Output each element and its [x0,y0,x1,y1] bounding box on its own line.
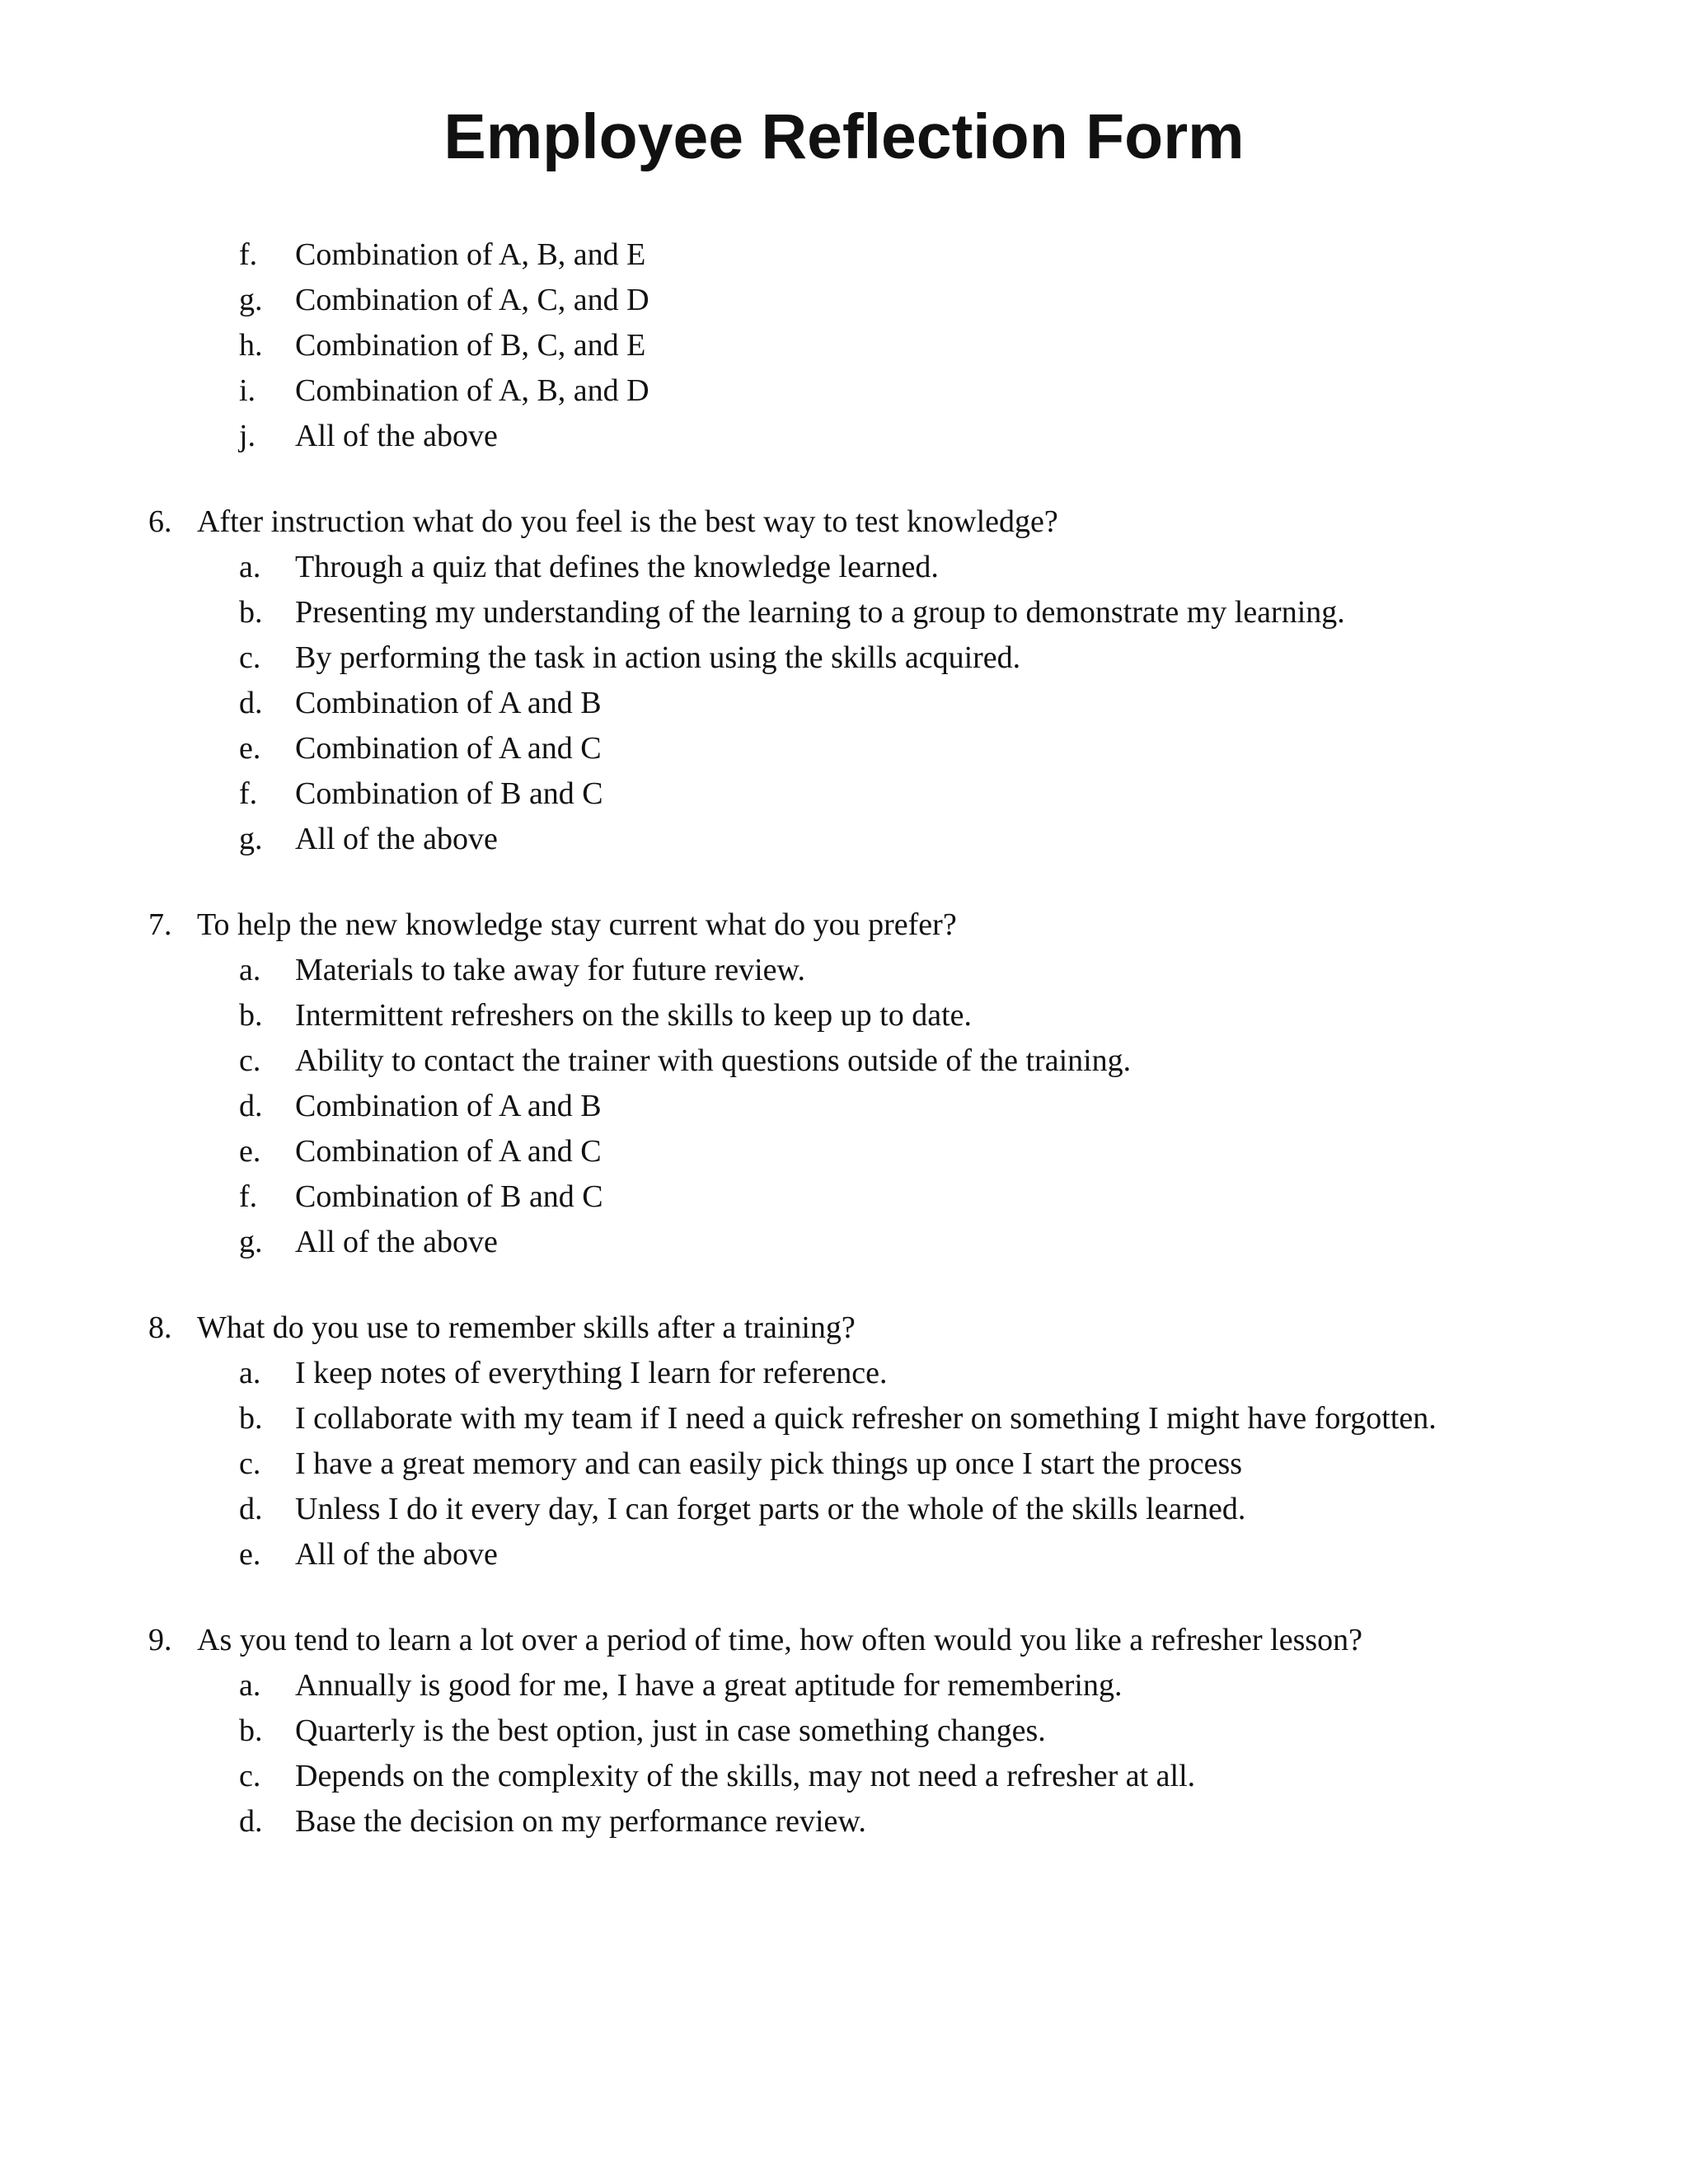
option-text: I collaborate with my team if I need a quick refresher on something I might have forgotten. [295,1401,1437,1436]
option-letter: h. [239,328,263,363]
option-letter: f. [239,1179,258,1214]
answer-option [0,1174,1688,1220]
answer-option [0,323,1688,368]
answer-option [0,993,1688,1038]
option-text: Combination of B and C [295,1179,603,1214]
answer-option [0,1487,1688,1532]
option-letter: a. [239,550,261,584]
answer-option [0,1708,1688,1754]
option-letter: d. [239,1492,263,1526]
option-letter: a. [239,953,261,987]
option-text: Combination of A and C [295,731,602,766]
option-letter: e. [239,1537,261,1572]
option-letter: a. [239,1668,261,1703]
answer-option [0,545,1688,590]
answer-option [0,590,1688,635]
option-letter: c. [239,1759,261,1793]
option-letter: b. [239,595,263,630]
option-text: Combination of A, B, and D [295,373,649,408]
option-text: I have a great memory and can easily pick things up once I start the process [295,1446,1243,1481]
answer-option [0,1799,1688,1844]
question-block [0,1618,1688,1844]
option-text: Quarterly is the best option, just in case something changes. [295,1713,1046,1748]
option-letter: d. [239,1804,263,1839]
option-text: Combination of A and B [295,1089,602,1123]
option-text: All of the above [295,1537,498,1572]
question-number: 9. [148,1623,172,1657]
option-letter: d. [239,1089,263,1123]
answer-option [0,635,1688,681]
option-text: Combination of A, B, and E [295,237,646,272]
answer-option-list [0,948,1688,1265]
answer-option [0,278,1688,323]
answer-option [0,948,1688,993]
answer-option [0,1084,1688,1129]
option-letter: g. [239,822,263,856]
question-block [0,902,1688,1265]
option-text: I keep notes of everything I learn for reference. [295,1356,888,1390]
question-heading [0,1618,1688,1663]
option-text: Intermittent refreshers on the skills to keep up to date. [295,998,972,1033]
continued-option-list [0,232,1688,459]
option-letter: e. [239,731,261,766]
option-text: All of the above [295,1225,498,1259]
option-text: Presenting my understanding of the learning to a group to demonstrate my learning. [295,595,1345,630]
answer-option [0,232,1688,278]
option-text: All of the above [295,822,498,856]
answer-option [0,1351,1688,1396]
option-letter: g. [239,283,263,317]
answer-option [0,1038,1688,1084]
option-text: Combination of A and B [295,686,602,720]
answer-option [0,1754,1688,1799]
answer-option [0,1441,1688,1487]
option-letter: c. [239,1446,261,1481]
option-text: Base the decision on my performance review. [295,1804,866,1839]
answer-option [0,1663,1688,1708]
answer-option [0,1532,1688,1577]
option-text: Combination of B and C [295,776,603,811]
option-letter: g. [239,1225,263,1259]
option-letter: f. [239,776,258,811]
option-text: Annually is good for me, I have a great aptitude for remembering. [295,1668,1123,1703]
answer-option-list [0,545,1688,862]
answer-option [0,1129,1688,1174]
answer-option [0,368,1688,414]
option-text: All of the above [295,419,498,453]
question-block [0,1305,1688,1577]
option-letter: b. [239,998,263,1033]
option-text: By performing the task in action using the skills acquired. [295,640,1021,675]
option-text: Depends on the complexity of the skills, may not need a refresher at all. [295,1759,1196,1793]
option-text: Through a quiz that defines the knowledge learned. [295,550,939,584]
option-letter: d. [239,686,263,720]
option-letter: c. [239,1043,261,1078]
option-letter: b. [239,1401,263,1436]
answer-option [0,771,1688,817]
question-heading [0,902,1688,948]
question-list [0,499,1688,1844]
answer-option [0,726,1688,771]
option-letter: f. [239,237,258,272]
option-text: Materials to take away for future review. [295,953,805,987]
question-text: As you tend to learn a lot over a period of time, how often would you like a refresher lesson? [197,1623,1363,1657]
option-letter: c. [239,640,261,675]
answer-option [0,414,1688,459]
option-letter: a. [239,1356,261,1390]
option-text: Combination of B, C, and E [295,328,646,363]
question-heading [0,1305,1688,1351]
question-number: 7. [148,907,172,942]
question-text: What do you use to remember skills after a training? [197,1310,856,1345]
option-letter: b. [239,1713,263,1748]
question-heading [0,499,1688,545]
option-text: Combination of A and C [295,1134,602,1169]
option-letter: e. [239,1134,261,1169]
option-text: Unless I do it every day, I can forget parts or the whole of the skills learned. [295,1492,1246,1526]
answer-option [0,1220,1688,1265]
question-text: After instruction what do you feel is the best way to test knowledge? [197,504,1058,539]
option-letter: i. [239,373,256,408]
option-text: Ability to contact the trainer with questions outside of the training. [295,1043,1132,1078]
option-letter: j. [239,419,256,453]
page-title: Employee Reflection Form [443,101,1245,172]
question-block [0,499,1688,862]
form-content [0,232,1688,1844]
answer-option [0,817,1688,862]
answer-option-list [0,1351,1688,1577]
option-text: Combination of A, C, and D [295,283,649,317]
answer-option [0,1396,1688,1441]
answer-option-list [0,1663,1688,1844]
answer-option [0,681,1688,726]
question-number: 8. [148,1310,172,1345]
question-number: 6. [148,504,172,539]
question-text: To help the new knowledge stay current what do you prefer? [197,907,957,942]
